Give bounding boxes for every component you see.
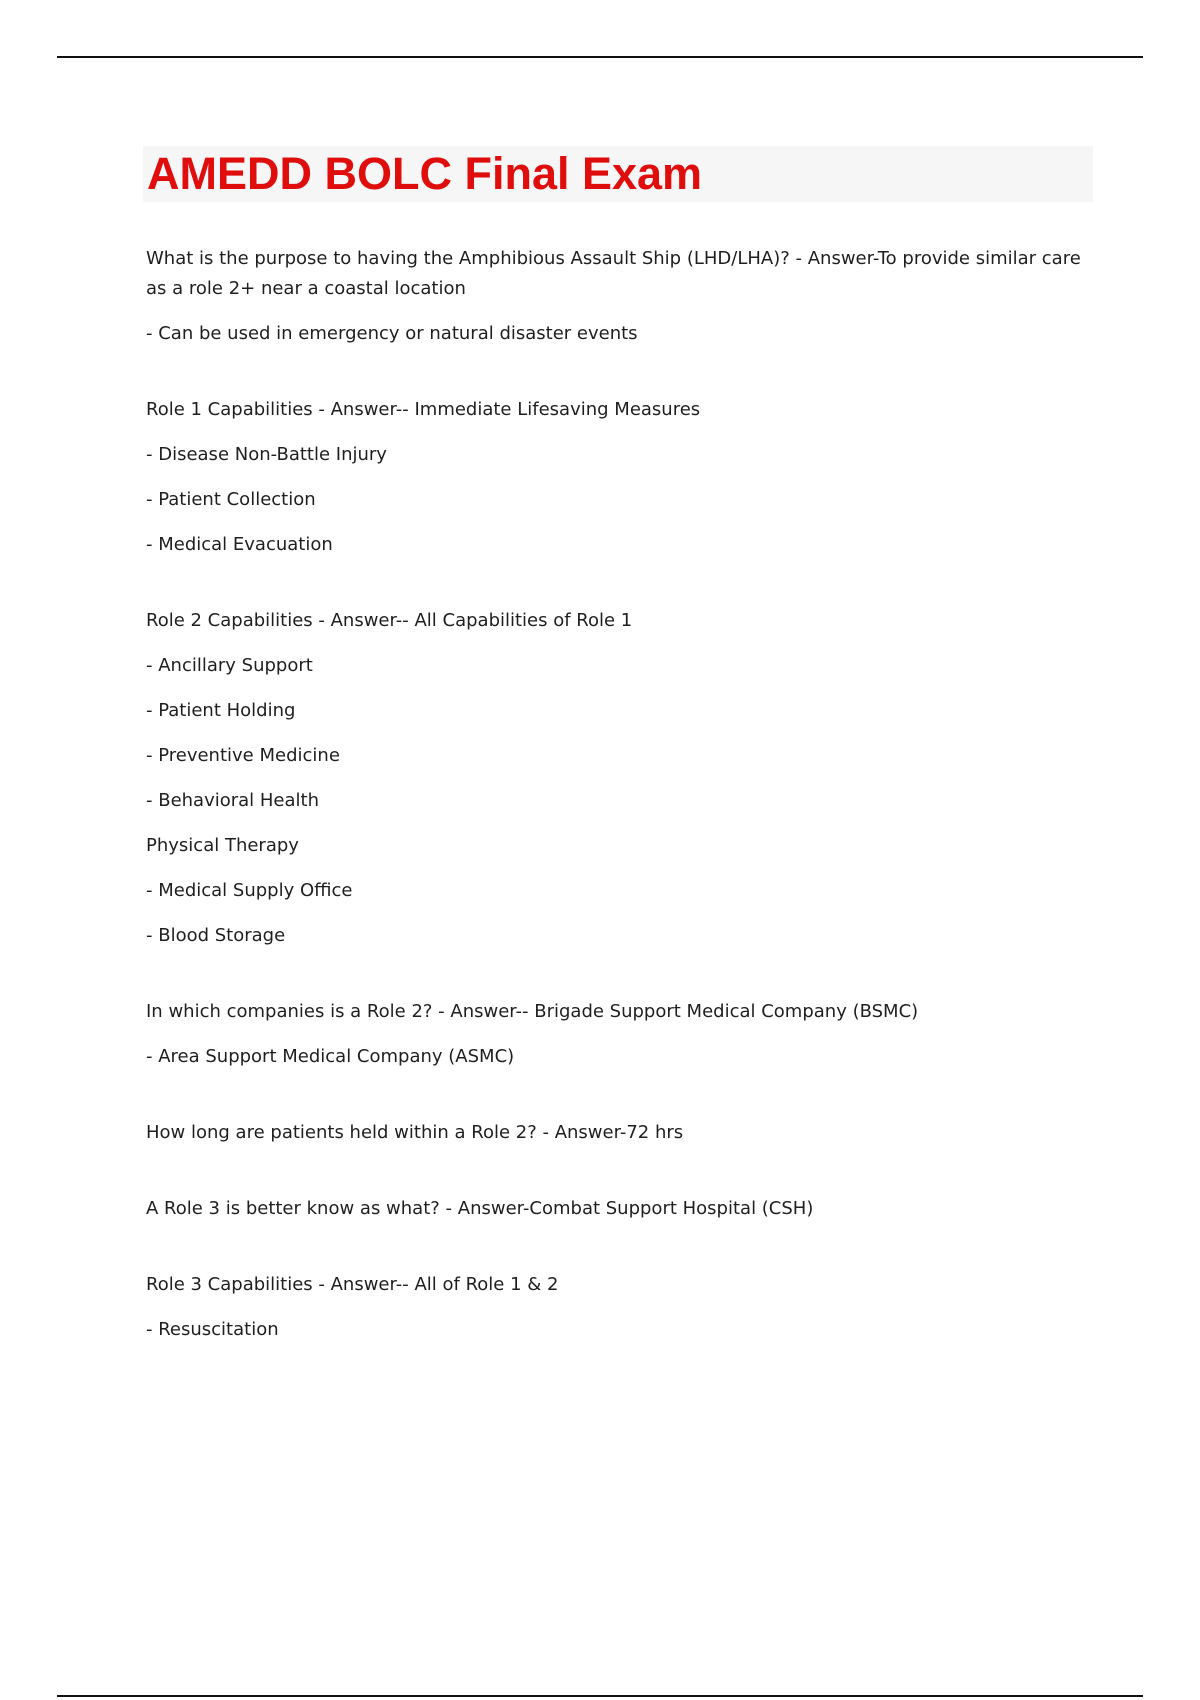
qa-line: - Ancillary Support [146, 655, 313, 676]
bottom-rule [57, 1695, 1143, 1697]
qa-line: Role 1 Capabilities - Answer-- Immediate Lifesaving Measures [146, 399, 701, 420]
qa-line: What is the purpose to having the Amphibious Assault Ship (LHD/LHA)? - Answer-To provide similar care as a role 2+ near a coastal location [146, 248, 1081, 299]
qa-line: Role 3 Capabilities - Answer-- All of Role 1 & 2 [146, 1274, 559, 1295]
qa-line: - Medical Evacuation [146, 534, 333, 555]
qa-line: - Patient Holding [146, 700, 296, 721]
qa-block [146, 1118, 1096, 1148]
qa-line: - Medical Supply Office [146, 880, 353, 901]
qa-line: A Role 3 is better know as what? - Answer-Combat Support Hospital (CSH) [146, 1198, 814, 1219]
qa-line: - Area Support Medical Company (ASMC) [146, 1046, 515, 1067]
document-title: AMEDD BOLC Final Exam [147, 148, 703, 199]
qa-line: - Behavioral Health [146, 790, 320, 811]
qa-block [146, 997, 1096, 1072]
qa-line: Physical Therapy [146, 835, 299, 856]
qa-block [146, 1270, 1096, 1345]
qa-line: - Disease Non-Battle Injury [146, 444, 387, 465]
qa-block [146, 395, 1096, 560]
qa-line: - Blood Storage [146, 925, 286, 946]
qa-block [146, 1194, 1096, 1224]
qa-line: - Preventive Medicine [146, 745, 340, 766]
qa-line: - Resuscitation [146, 1319, 279, 1340]
qa-line: - Can be used in emergency or natural disaster events [146, 323, 638, 344]
document-body [146, 244, 1096, 1391]
qa-line: - Patient Collection [146, 489, 316, 510]
qa-line: In which companies is a Role 2? - Answer-- Brigade Support Medical Company (BSMC) [146, 1001, 919, 1022]
qa-block [146, 606, 1096, 951]
top-rule [57, 56, 1143, 58]
qa-line: How long are patients held within a Role 2? - Answer-72 hrs [146, 1122, 684, 1143]
title-banner [143, 146, 1093, 202]
qa-block [146, 244, 1096, 349]
qa-line: Role 2 Capabilities - Answer-- All Capabilities of Role 1 [146, 610, 633, 631]
